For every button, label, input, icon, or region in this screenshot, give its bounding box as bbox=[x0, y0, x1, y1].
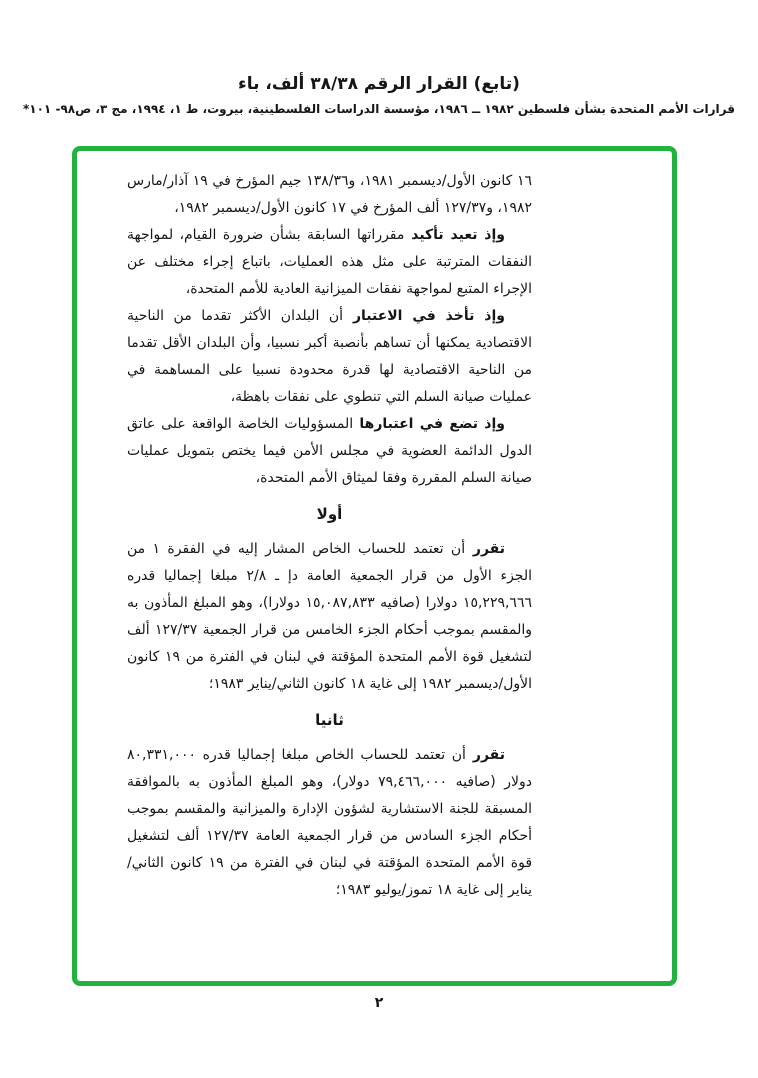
preamble-paragraph-taking-into-account bbox=[127, 303, 532, 411]
paragraph-lead: تقرر bbox=[465, 541, 505, 557]
page-number: ٢ bbox=[374, 995, 384, 1011]
paragraph-lead: وإذ تعيد تأكيد bbox=[404, 227, 505, 243]
source-citation: قرارات الأمم المتحدة بشأن فلسطين ١٩٨٢ ــ ١٩٨٦، مؤسسة الدراسات الفلسطينية، بيروت، ط ١، ١٩٩٤، مج ٣، ص٩٨- ١٠١* bbox=[23, 102, 735, 116]
paragraph-lead: تقرر bbox=[465, 747, 505, 763]
paragraph-lead: وإذ تضع في اعتبارها bbox=[353, 416, 505, 432]
preamble-paragraph-reaffirming bbox=[127, 222, 532, 303]
section-heading-second: ثانيا bbox=[315, 711, 344, 729]
paragraph-text: ١٦ كانون الأول/ديسمبر ١٩٨١، و١٣٨/٣٦ جيم المؤرخ في ١٩ آذار/مارس ١٩٨٢، و١٢٧/٣٧ ألف المؤرخ في ١٧ كانون الأول/ديسمبر ١٩٨٢، bbox=[127, 173, 532, 216]
preamble-paragraph-bearing-in-mind bbox=[127, 411, 532, 492]
paragraph-lead: وإذ تأخذ في الاعتبار bbox=[343, 308, 505, 324]
paragraph-text: أن البلدان الأكثر تقدما من الناحية الاقتصادية يمكنها أن تساهم بأنصبة أكبر نسبيا، وأن البلدان الأقل تقدما من الناحية الاقتصادية لها قدرة محدودة نسبيا على المساهمة في عمليات صيانة السلم التي تنطوي على نفقات باهظة، bbox=[127, 308, 532, 405]
resolution-body bbox=[127, 168, 532, 904]
operative-paragraph-two bbox=[127, 742, 532, 904]
highlight-frame bbox=[72, 146, 677, 986]
paragraph-text: مقرراتها السابقة بشأن ضرورة القيام، لمواجهة النفقات المترتبة على مثل هذه العمليات، باتباع إجراء مختلف عن الإجراء المتبع لمواجهة نفقات الميزانية العادية للأمم المتحدة، bbox=[127, 227, 532, 297]
operative-paragraph-one bbox=[127, 536, 532, 698]
paragraph-text: المسؤوليات الخاصة الواقعة على عاتق الدول الدائمة العضوية في مجلس الأمن فيما يختص بتمويل عمليات صيانة السلم المقررة وفقا لميثاق الأمم المتحدة، bbox=[127, 416, 532, 486]
section-heading-first: أولا bbox=[316, 505, 343, 523]
paragraph-text: أن تعتمد للحساب الخاص المشار إليه في الفقرة ١ من الجزء الأول من قرار الجمعية العامة دإ ـ ٢/٨ مبلغا إجماليا قدره ١٥,٢٢٩,٦٦٦ دولارا (صافيه ١٥,٠٨٧,٨٣٣ دولارا)، وهو المبلغ المأذون به والمقسم بموجب أحكام الجزء الخامس من قرار الجمعية ١٢٧/٣٧ ألف لتشغيل قوة الأمم المتحدة المؤقتة في لبنان في الفترة من ١٩ كانون الأول/ديسمبر ١٩٨٢ إلى غاية ١٨ كانون الثاني/يناير ١٩٨٣؛ bbox=[127, 541, 532, 692]
paragraph-continuation bbox=[127, 168, 532, 222]
paragraph-text: أن تعتمد للحساب الخاص مبلغا إجماليا قدره ٨٠,٣٣١,٠٠٠ دولار (صافيه ٧٩,٤٦٦,٠٠٠ دولار)، وهو المبلغ المأذون به بالموافقة المسبقة للجنة الاستشارية لشؤون الإدارة والميزانية والمقسم بموجب أحكام الجزء السادس من قرار الجمعية العامة ١٢٧/٣٧ ألف لتشغيل قوة الأمم المتحدة المؤقتة في لبنان في الفترة من ١٩ كانون الثاني/يناير إلى غاية ١٨ تموز/يوليو ١٩٨٣؛ bbox=[127, 747, 533, 898]
document-title: (تابع) القرار الرقم ٣٨/٣٨ ألف، باء bbox=[238, 74, 520, 94]
